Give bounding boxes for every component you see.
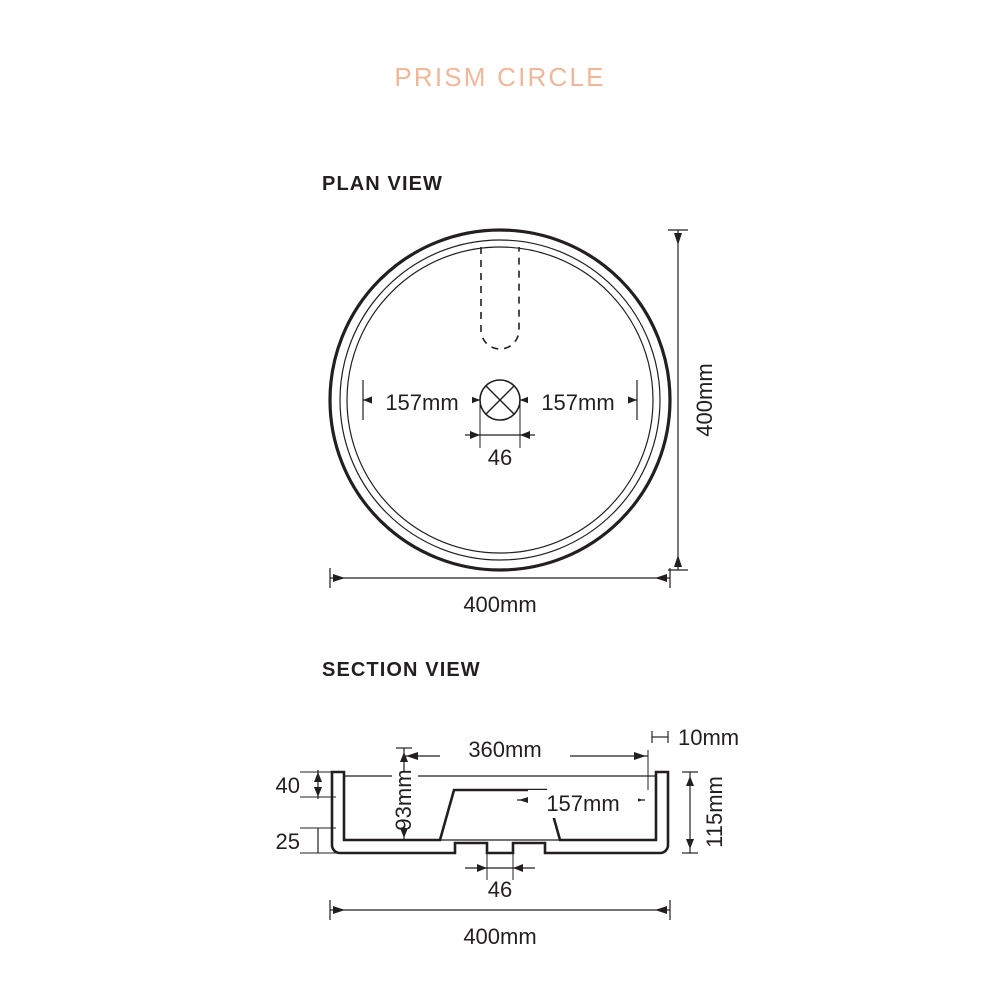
section-view-label: SECTION VIEW: [322, 659, 481, 681]
plan-left-dim-text: 157mm: [385, 390, 459, 415]
section-93-arrow-top: [400, 752, 408, 762]
plan-right-arrow-out: [627, 396, 637, 404]
section-360-arrow-left: [406, 752, 418, 760]
section-rim-height-text: 40: [275, 773, 300, 798]
section-drain-offset-text: 157mm: [546, 791, 620, 816]
section-basin-depth-text: 93mm: [391, 769, 416, 831]
overflow-slot: [481, 247, 519, 349]
section-400-arrow-left: [333, 906, 345, 914]
plan-view-label: PLAN VIEW: [322, 173, 444, 195]
plan-drain-arrow-left: [470, 431, 480, 439]
plan-vertical-dim-text: 400mm: [692, 363, 717, 437]
section-inner-width-text: 360mm: [468, 737, 542, 762]
plan-horiz-arrow-right: [655, 574, 667, 582]
section-115-arrow-bottom: [686, 839, 694, 849]
section-46-arrow-right: [513, 864, 523, 872]
plan-drain-dim-text: 46: [487, 445, 513, 470]
plan-drain-arrow-right: [520, 431, 530, 439]
page-title: PRISM CIRCLE: [394, 62, 606, 92]
plan-vert-arrow-top: [674, 233, 682, 245]
plan-horiz-arrow-left: [333, 574, 345, 582]
section-400-arrow-right: [655, 906, 667, 914]
section-wall-thickness-text: 10mm: [678, 725, 740, 750]
section-foot-height-text: 25: [275, 829, 300, 854]
section-40-arrow-bottom: [314, 787, 322, 797]
plan-horizontal-dim-text: 400mm: [463, 592, 537, 617]
section-115-arrow-top: [686, 776, 694, 786]
section-46-arrow-left: [477, 864, 487, 872]
section-overall-width-text: 400mm: [463, 924, 537, 949]
section-360-arrow-right: [634, 752, 646, 760]
plan-vert-arrow-bottom: [674, 555, 682, 567]
plan-left-arrow-out: [363, 396, 373, 404]
section-total-height-text: 115mm: [702, 776, 727, 848]
section-40-arrow-top: [314, 772, 322, 782]
section-drain-width-text: 46: [487, 877, 513, 902]
plan-right-dim-text: 157mm: [541, 390, 615, 415]
